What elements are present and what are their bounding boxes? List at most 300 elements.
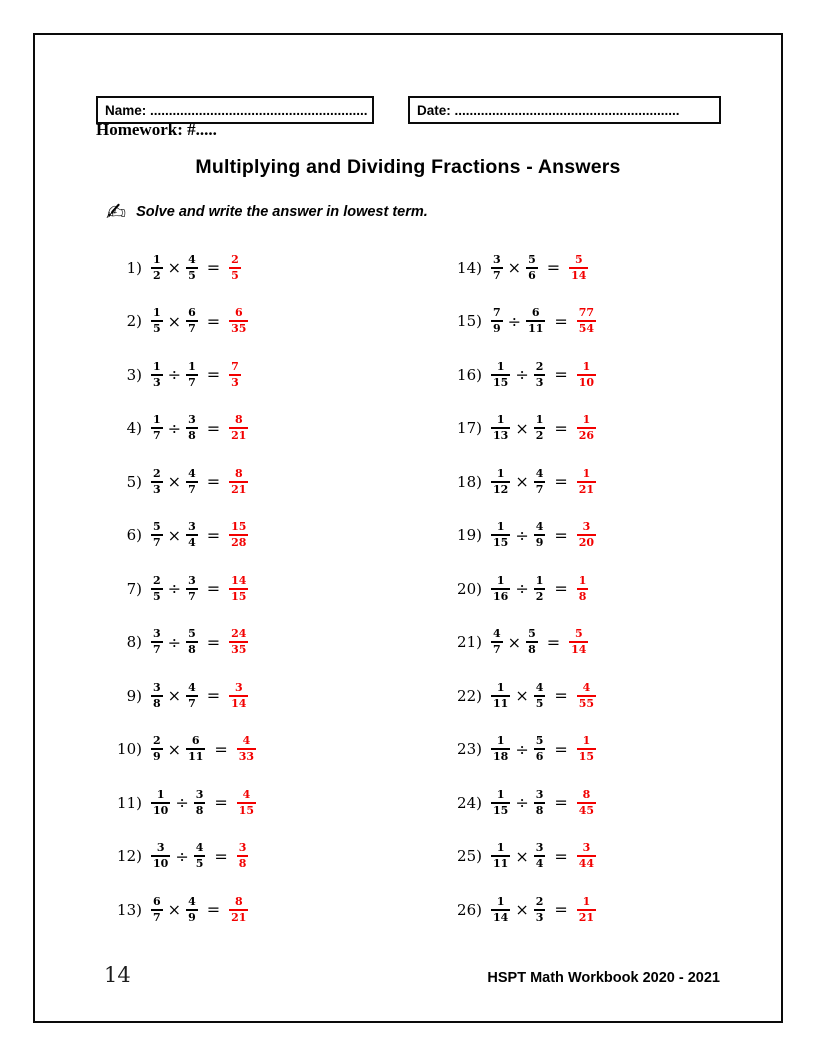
problem-row	[104, 509, 430, 563]
equals-sign: =	[206, 258, 221, 278]
problem-row	[104, 723, 430, 777]
fraction-denominator: 5	[195, 857, 204, 871]
problem-number: 14)	[457, 258, 482, 277]
fraction-denominator: 5	[153, 322, 161, 336]
fraction-denominator: 8	[578, 589, 587, 603]
fraction-denominator: 7	[535, 482, 544, 496]
operand-fraction	[491, 628, 503, 656]
operand-fraction	[534, 414, 546, 442]
equals-sign: =	[554, 579, 568, 599]
problem-row	[104, 776, 430, 830]
fraction-denominator: 7	[188, 482, 196, 496]
operand-fraction	[194, 842, 206, 870]
fraction-numerator: 1	[496, 894, 505, 908]
problem-number: 9)	[126, 686, 142, 705]
problem-row	[430, 295, 734, 349]
fraction-denominator: 15	[493, 536, 509, 550]
fraction-denominator: 6	[535, 750, 544, 764]
fraction-denominator: 13	[493, 429, 509, 443]
operand-fraction	[151, 842, 170, 870]
operand-fraction	[186, 468, 198, 496]
operand-fraction	[151, 254, 163, 282]
operand-fraction	[534, 735, 546, 763]
equals-sign: =	[554, 365, 568, 385]
fraction-numerator: 1	[188, 359, 196, 373]
fraction-denominator: 10	[153, 857, 169, 871]
operand-fraction	[151, 468, 163, 496]
answer-fraction	[237, 789, 256, 817]
problem-row	[104, 348, 430, 402]
equals-sign: =	[206, 579, 221, 599]
fraction-numerator: 5	[574, 252, 583, 266]
problem-number: 4)	[126, 419, 142, 438]
operand-fraction	[534, 468, 546, 496]
answer-fraction	[577, 842, 596, 870]
problem-row	[430, 455, 734, 509]
problem-number: 22)	[457, 686, 482, 705]
fraction-denominator: 3	[153, 375, 161, 389]
fraction-denominator: 7	[153, 643, 161, 657]
fraction-numerator: 3	[188, 520, 196, 534]
fraction-denominator: 54	[578, 322, 595, 336]
answer-fraction	[569, 628, 588, 656]
fraction-denominator: 3	[231, 375, 239, 389]
answer-fraction	[229, 307, 248, 335]
problem-row	[104, 562, 430, 616]
problems-column-right	[430, 241, 734, 937]
fraction-denominator: 44	[578, 857, 595, 871]
fraction-denominator: 4	[188, 536, 196, 550]
operand-fraction	[534, 361, 546, 389]
operand-fraction	[186, 521, 198, 549]
fraction-denominator: 55	[578, 696, 595, 710]
problem-row	[104, 616, 430, 670]
problem-number: 7)	[126, 579, 142, 598]
operand-fraction	[534, 521, 546, 549]
fraction-numerator: 1	[496, 466, 505, 480]
fraction-denominator: 8	[238, 857, 247, 871]
multiply-operator: ×	[167, 258, 182, 278]
fraction-denominator: 10	[153, 803, 169, 817]
instruction-text: Solve and write the answer in lowest term.	[136, 204, 428, 220]
fraction-denominator: 5	[535, 696, 544, 710]
fraction-numerator: 1	[582, 413, 591, 427]
operand-fraction	[491, 521, 510, 549]
equals-sign: =	[214, 846, 228, 866]
fraction-numerator: 2	[231, 252, 239, 266]
fraction-numerator: 2	[153, 573, 161, 587]
problem-row	[430, 776, 734, 830]
fraction-numerator: 6	[234, 306, 243, 320]
fraction-numerator: 2	[153, 466, 161, 480]
operand-fraction	[151, 521, 163, 549]
equals-sign: =	[554, 793, 568, 813]
answer-fraction	[229, 361, 241, 389]
fraction-numerator: 5	[153, 520, 161, 534]
fraction-denominator: 4	[535, 857, 544, 871]
operand-fraction	[534, 682, 546, 710]
fraction-numerator: 4	[535, 520, 544, 534]
fraction-numerator: 5	[188, 627, 196, 641]
page-title: Multiplying and Dividing Fractions - Answers	[195, 156, 621, 178]
operand-fraction	[151, 414, 163, 442]
fraction-denominator: 8	[188, 643, 196, 657]
problem-number: 23)	[457, 740, 482, 759]
problem-row	[430, 241, 734, 295]
fraction-numerator: 5	[535, 734, 544, 748]
date-label: Date: ............................................................	[417, 102, 680, 118]
fraction-denominator: 33	[238, 750, 255, 764]
fraction-numerator: 1	[535, 413, 544, 427]
fraction-numerator: 1	[496, 734, 505, 748]
answer-fraction	[577, 575, 589, 603]
operand-fraction	[526, 254, 538, 282]
fraction-numerator: 1	[578, 573, 587, 587]
fraction-numerator: 1	[496, 841, 505, 855]
fraction-numerator: 2	[535, 894, 544, 908]
fraction-numerator: 3	[195, 787, 204, 801]
multiply-operator: ×	[507, 632, 522, 652]
fraction-numerator: 1	[496, 573, 505, 587]
fraction-numerator: 77	[578, 306, 595, 320]
operand-fraction	[491, 896, 510, 924]
operand-fraction	[194, 789, 206, 817]
fraction-numerator: 4	[493, 627, 501, 641]
divide-operator: ÷	[507, 311, 522, 331]
problem-number: 2)	[126, 312, 142, 331]
fraction-numerator: 15	[231, 520, 247, 534]
problem-number: 11)	[117, 793, 142, 812]
fraction-denominator: 2	[535, 589, 544, 603]
problem-number: 20)	[457, 579, 482, 598]
answer-fraction	[577, 896, 596, 924]
fraction-numerator: 1	[582, 359, 591, 373]
fraction-denominator: 5	[188, 268, 196, 282]
fraction-denominator: 7	[188, 696, 196, 710]
answer-fraction	[577, 521, 596, 549]
problem-number: 5)	[126, 472, 142, 491]
fraction-numerator: 1	[496, 520, 505, 534]
problem-row	[430, 348, 734, 402]
equals-sign: =	[206, 525, 221, 545]
divide-operator: ÷	[515, 525, 529, 545]
fraction-numerator: 3	[535, 787, 544, 801]
fraction-denominator: 3	[153, 482, 161, 496]
operand-fraction	[491, 842, 510, 870]
equals-sign: =	[554, 418, 568, 438]
fraction-denominator: 3	[535, 375, 544, 389]
fraction-denominator: 11	[493, 857, 509, 871]
fraction-numerator: 4	[242, 787, 251, 801]
fraction-denominator: 12	[493, 482, 509, 496]
divide-operator: ÷	[515, 365, 529, 385]
problem-row	[104, 402, 430, 456]
problem-number: 3)	[126, 365, 142, 384]
answer-fraction	[577, 361, 596, 389]
fraction-numerator: 3	[535, 841, 544, 855]
equals-sign: =	[206, 472, 221, 492]
instruction-row	[106, 200, 428, 224]
operand-fraction	[186, 735, 205, 763]
fraction-numerator: 3	[582, 520, 591, 534]
equals-sign: =	[214, 793, 228, 813]
fraction-denominator: 18	[493, 750, 509, 764]
problem-number: 10)	[117, 740, 142, 759]
problem-number: 24)	[457, 793, 482, 812]
operand-fraction	[186, 414, 198, 442]
equals-sign: =	[554, 900, 568, 920]
fraction-denominator: 6	[528, 268, 536, 282]
operand-fraction	[186, 682, 198, 710]
fraction-numerator: 1	[153, 252, 161, 266]
fraction-denominator: 15	[578, 750, 595, 764]
fraction-numerator: 3	[188, 573, 196, 587]
fraction-denominator: 8	[188, 429, 196, 443]
fraction-numerator: 6	[188, 306, 196, 320]
fraction-denominator: 9	[493, 322, 501, 336]
fraction-numerator: 4	[582, 680, 591, 694]
fraction-numerator: 1	[582, 894, 591, 908]
page-number: 14	[104, 963, 131, 987]
operand-fraction	[491, 307, 503, 335]
fraction-numerator: 24	[231, 627, 247, 641]
operand-fraction	[491, 682, 510, 710]
fraction-denominator: 21	[578, 482, 595, 496]
fraction-denominator: 14	[571, 643, 587, 657]
fraction-numerator: 1	[496, 413, 505, 427]
multiply-operator: ×	[507, 258, 522, 278]
problem-number: 12)	[117, 847, 142, 866]
fraction-numerator: 1	[535, 573, 544, 587]
fraction-numerator: 1	[156, 787, 165, 801]
equals-sign: =	[554, 472, 568, 492]
equals-sign: =	[206, 632, 221, 652]
fraction-numerator: 2	[153, 734, 161, 748]
divide-operator: ÷	[167, 365, 182, 385]
operand-fraction	[151, 628, 163, 656]
operand-fraction	[526, 628, 538, 656]
operand-fraction	[186, 896, 198, 924]
name-label: Name: ..........................................................	[105, 102, 368, 118]
fraction-numerator: 3	[582, 841, 591, 855]
divide-operator: ÷	[515, 793, 529, 813]
fraction-denominator: 7	[188, 589, 196, 603]
fraction-denominator: 3	[535, 910, 544, 924]
fraction-numerator: 3	[153, 627, 161, 641]
answer-fraction	[577, 682, 596, 710]
fraction-denominator: 15	[493, 803, 509, 817]
operand-fraction	[491, 789, 510, 817]
problem-number: 6)	[126, 526, 142, 545]
fraction-denominator: 11	[528, 322, 544, 336]
answer-fraction	[577, 468, 596, 496]
fraction-denominator: 14	[231, 696, 247, 710]
fraction-denominator: 7	[153, 910, 161, 924]
operand-fraction	[151, 682, 163, 710]
operand-fraction	[186, 628, 198, 656]
problem-row	[104, 830, 430, 884]
answer-fraction	[577, 307, 596, 335]
fraction-denominator: 8	[153, 696, 161, 710]
divide-operator: ÷	[167, 632, 182, 652]
operand-fraction	[534, 575, 546, 603]
multiply-operator: ×	[515, 472, 529, 492]
fraction-denominator: 26	[578, 429, 595, 443]
answer-fraction	[577, 789, 596, 817]
fraction-numerator: 5	[574, 627, 583, 641]
fraction-numerator: 1	[582, 466, 591, 480]
operand-fraction	[151, 735, 163, 763]
fraction-numerator: 3	[238, 841, 247, 855]
fraction-denominator: 15	[238, 803, 255, 817]
homework-label: Homework: #.....	[96, 120, 217, 139]
fraction-numerator: 1	[496, 359, 505, 373]
problem-row	[430, 509, 734, 563]
fraction-denominator: 7	[188, 375, 196, 389]
problem-row	[430, 669, 734, 723]
fraction-numerator: 5	[528, 252, 536, 266]
fraction-denominator: 14	[493, 910, 509, 924]
fraction-numerator: 1	[153, 359, 161, 373]
divide-operator: ÷	[515, 579, 529, 599]
fraction-denominator: 9	[188, 910, 196, 924]
fraction-denominator: 9	[535, 536, 544, 550]
fraction-denominator: 10	[578, 375, 595, 389]
problem-row	[430, 402, 734, 456]
fraction-denominator: 21	[231, 429, 247, 443]
operand-fraction	[186, 254, 198, 282]
operand-fraction	[186, 307, 198, 335]
fraction-numerator: 3	[156, 841, 165, 855]
fraction-numerator: 8	[582, 787, 591, 801]
problem-row	[104, 883, 430, 937]
fraction-numerator: 14	[231, 573, 247, 587]
operand-fraction	[186, 575, 198, 603]
problem-row	[430, 562, 734, 616]
fraction-numerator: 6	[191, 734, 200, 748]
operand-fraction	[491, 361, 510, 389]
multiply-operator: ×	[515, 846, 529, 866]
fraction-numerator: 1	[582, 734, 591, 748]
fraction-denominator: 7	[188, 322, 196, 336]
equals-sign: =	[214, 739, 228, 759]
operand-fraction	[151, 789, 170, 817]
fraction-denominator: 7	[493, 643, 501, 657]
fraction-denominator: 21	[231, 910, 247, 924]
fraction-numerator: 4	[195, 841, 204, 855]
operand-fraction	[491, 735, 510, 763]
answer-fraction	[577, 735, 596, 763]
operand-fraction	[526, 307, 545, 335]
equals-sign: =	[206, 418, 221, 438]
fraction-numerator: 8	[234, 413, 243, 427]
problem-number: 15)	[457, 312, 482, 331]
fraction-denominator: 16	[493, 589, 509, 603]
operand-fraction	[491, 414, 510, 442]
fraction-numerator: 3	[234, 680, 243, 694]
operand-fraction	[151, 575, 163, 603]
equals-sign: =	[546, 632, 561, 652]
fraction-numerator: 4	[535, 680, 544, 694]
problem-number: 8)	[126, 633, 142, 652]
problem-number: 1)	[126, 258, 142, 277]
fraction-denominator: 7	[493, 268, 501, 282]
fraction-denominator: 2	[153, 268, 161, 282]
multiply-operator: ×	[515, 686, 529, 706]
equals-sign: =	[206, 365, 221, 385]
equals-sign: =	[554, 311, 568, 331]
answer-fraction	[237, 842, 249, 870]
problem-row	[430, 883, 734, 937]
fraction-numerator: 7	[493, 306, 501, 320]
operand-fraction	[151, 896, 163, 924]
fraction-numerator: 4	[535, 466, 544, 480]
fraction-numerator: 4	[188, 252, 196, 266]
problems-grid	[104, 241, 734, 937]
fraction-denominator: 7	[153, 429, 161, 443]
divide-operator: ÷	[175, 793, 189, 813]
answer-fraction	[229, 896, 248, 924]
answer-fraction	[229, 628, 248, 656]
fraction-denominator: 8	[535, 803, 544, 817]
fraction-numerator: 1	[153, 306, 161, 320]
fraction-numerator: 6	[153, 894, 161, 908]
fraction-numerator: 4	[188, 466, 196, 480]
fraction-denominator: 45	[578, 803, 595, 817]
fraction-denominator: 9	[153, 750, 161, 764]
fraction-numerator: 4	[188, 680, 196, 694]
operand-fraction	[534, 896, 546, 924]
operand-fraction	[534, 842, 546, 870]
answer-fraction	[237, 735, 256, 763]
problem-number: 21)	[457, 633, 482, 652]
multiply-operator: ×	[167, 739, 182, 759]
problems-column-left	[104, 241, 430, 937]
fraction-numerator: 1	[496, 787, 505, 801]
fraction-denominator: 2	[535, 429, 544, 443]
equals-sign: =	[206, 900, 221, 920]
divide-operator: ÷	[167, 579, 182, 599]
problem-number: 25)	[457, 847, 482, 866]
fraction-denominator: 20	[578, 536, 595, 550]
fraction-numerator: 1	[496, 680, 505, 694]
fraction-numerator: 2	[535, 359, 544, 373]
multiply-operator: ×	[167, 686, 182, 706]
fraction-denominator: 21	[578, 910, 595, 924]
fraction-denominator: 28	[231, 536, 247, 550]
fraction-denominator: 8	[528, 643, 536, 657]
problem-number: 19)	[457, 526, 482, 545]
problem-row	[104, 455, 430, 509]
multiply-operator: ×	[167, 525, 182, 545]
fraction-denominator: 21	[231, 482, 247, 496]
fraction-denominator: 7	[153, 536, 161, 550]
fraction-numerator: 3	[188, 413, 196, 427]
fraction-numerator: 6	[531, 306, 540, 320]
fraction-denominator: 5	[153, 589, 161, 603]
divide-operator: ÷	[515, 739, 529, 759]
divide-operator: ÷	[167, 418, 182, 438]
multiply-operator: ×	[167, 472, 182, 492]
equals-sign: =	[206, 686, 221, 706]
equals-sign: =	[554, 525, 568, 545]
multiply-operator: ×	[515, 418, 529, 438]
answer-fraction	[229, 575, 248, 603]
fraction-numerator: 5	[528, 627, 536, 641]
writing-hand-icon: ✍	[106, 198, 127, 226]
equals-sign: =	[206, 311, 221, 331]
fraction-numerator: 7	[231, 359, 239, 373]
